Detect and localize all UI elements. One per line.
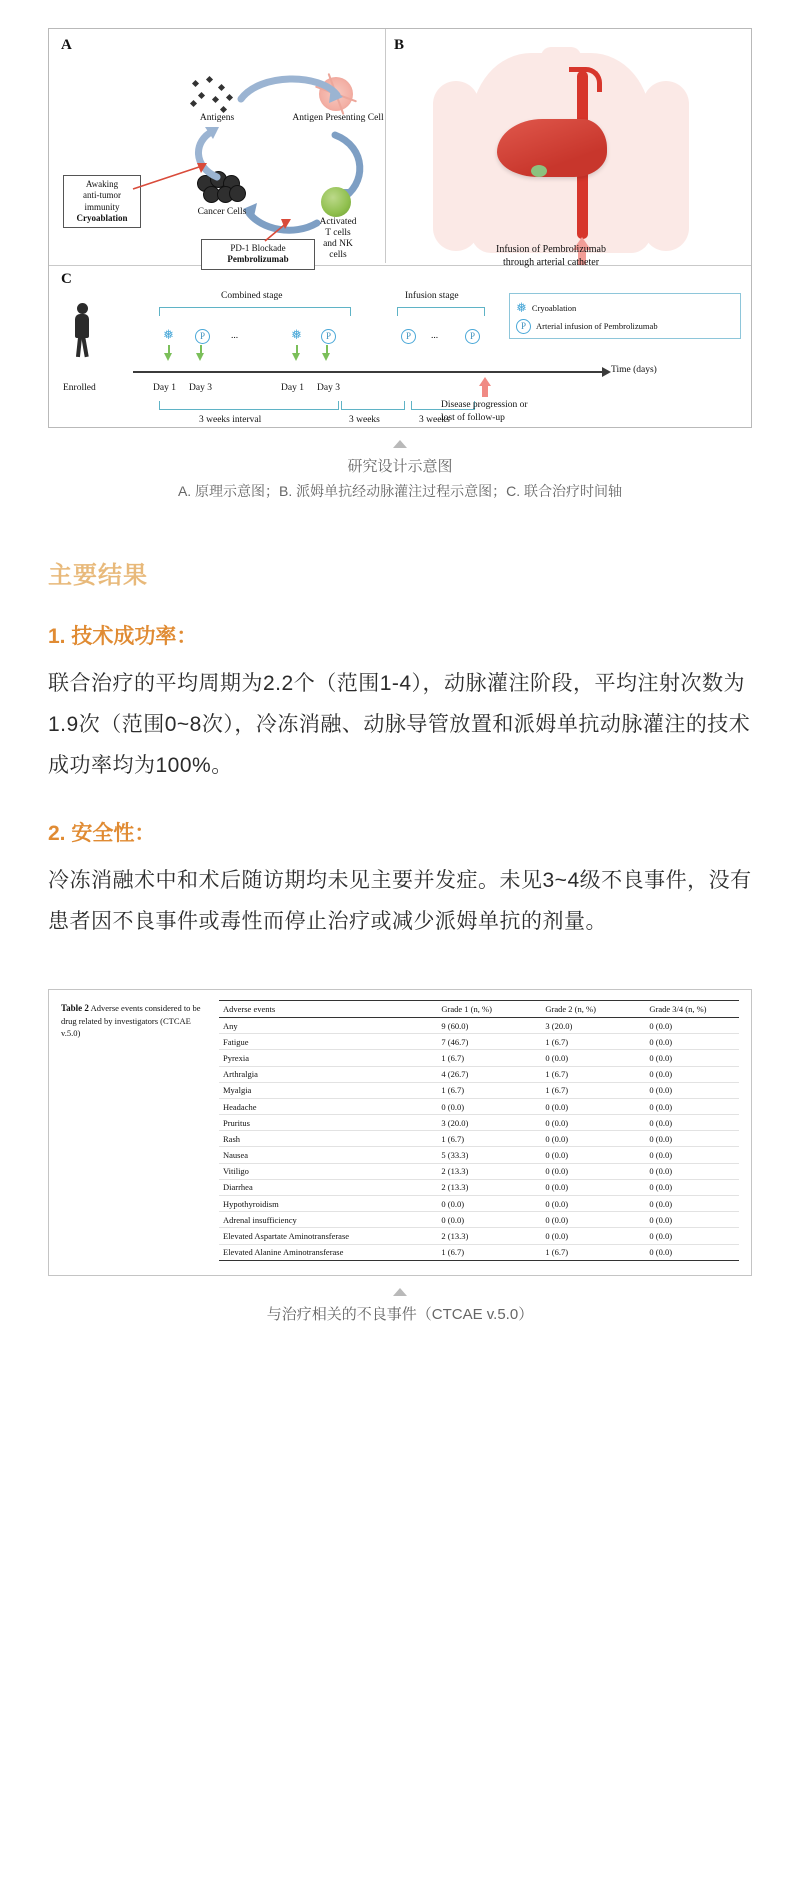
timeline-legend — [509, 293, 741, 339]
gallbladder-icon — [531, 165, 547, 177]
caption-marker-triangle-2 — [393, 1288, 407, 1296]
body-silhouette-illustration — [401, 47, 721, 257]
caption-marker-triangle-1 — [393, 440, 407, 448]
cell-event: Diarrhea — [219, 1179, 437, 1195]
cell-g34: 0 (0.0) — [645, 1066, 739, 1082]
panel-c-timeline — [49, 265, 751, 427]
arrow-antigen-to-apc — [235, 69, 345, 109]
cell-g1: 0 (0.0) — [437, 1212, 541, 1228]
cell-g34: 0 (0.0) — [645, 1017, 739, 1033]
pembro-marker-1: P — [195, 329, 210, 344]
cell-g34: 0 (0.0) — [645, 1115, 739, 1131]
safety-heading: 2. 安全性： — [48, 822, 156, 846]
cell-g1: 1 (6.7) — [437, 1050, 541, 1066]
table-row — [219, 1131, 739, 1147]
apc-label: Antigen Presenting Cell — [292, 113, 384, 123]
legend-pembrolizumab-row — [516, 319, 734, 334]
weeks-label-b: 3 weeks — [419, 415, 450, 425]
figure-1-container — [48, 28, 752, 503]
legend-cryoablation-row — [516, 298, 734, 319]
cell-g2: 1 (6.7) — [541, 1244, 645, 1260]
table-row — [219, 1066, 739, 1082]
table-header-row — [219, 1000, 739, 1017]
combined-stage-bracket — [159, 307, 351, 316]
p-circle-icon: P — [516, 319, 531, 334]
figure-1-image — [48, 28, 752, 428]
table-row — [219, 1017, 739, 1033]
cell-event: Fatigue — [219, 1034, 437, 1050]
pembro-marker-3: P — [401, 329, 416, 344]
legend-cryoablation-label: Cryoablation — [531, 302, 577, 313]
legend-pembrolizumab-label: Arterial infusion of Pembrolizumab — [536, 320, 658, 331]
day1-label-a: Day 1 — [153, 383, 176, 393]
timeline-ellipsis-2: ... — [431, 331, 439, 341]
cell-g1: 5 (33.3) — [437, 1147, 541, 1163]
cell-g34: 0 (0.0) — [645, 1212, 739, 1228]
marker-stem-3 — [296, 345, 298, 353]
cell-g1: 0 (0.0) — [437, 1098, 541, 1114]
cell-event: Arthralgia — [219, 1066, 437, 1082]
cell-g2: 0 (0.0) — [541, 1050, 645, 1066]
marker-stem-1 — [168, 345, 170, 353]
panel-label-b: B — [394, 37, 405, 53]
cell-g2: 0 (0.0) — [541, 1196, 645, 1212]
day3-label-a: Day 3 — [189, 383, 212, 393]
figure-1-caption — [48, 454, 752, 503]
cryo-marker-1: ❅ — [163, 327, 174, 342]
snowflake-icon: ❅ — [516, 300, 527, 315]
red-arrow-cryo-to-cancer — [131, 159, 215, 193]
marker-stem-2 — [200, 345, 202, 353]
cell-g34: 0 (0.0) — [645, 1244, 739, 1260]
panel-divider-vertical — [385, 29, 386, 263]
cell-g34: 0 (0.0) — [645, 1050, 739, 1066]
cell-g1: 1 (6.7) — [437, 1082, 541, 1098]
marker-stem-4 — [326, 345, 328, 353]
cell-event: Rash — [219, 1131, 437, 1147]
results-heading: 主要结果 — [48, 562, 148, 590]
infusion-stage-bracket — [397, 307, 485, 316]
cell-event: Headache — [219, 1098, 437, 1114]
antigens-label: Antigens — [199, 113, 235, 123]
table-2-title — [61, 1000, 211, 1261]
technical-success-heading: 1. 技术成功率： — [48, 625, 198, 649]
cell-g2: 0 (0.0) — [541, 1147, 645, 1163]
cell-g2: 1 (6.7) — [541, 1082, 645, 1098]
figure-1-caption-title: 研究设计示意图 — [347, 458, 453, 475]
table-2-image — [48, 989, 752, 1276]
time-axis-label: Time (days) — [611, 365, 657, 375]
marker-arrow-1 — [164, 353, 172, 361]
cell-g2: 0 (0.0) — [541, 1115, 645, 1131]
table-row — [219, 1082, 739, 1098]
combined-stage-label: Combined stage — [221, 291, 283, 301]
table-row — [219, 1196, 739, 1212]
cell-g2: 0 (0.0) — [541, 1228, 645, 1244]
cryoablation-box: Awaking anti-tumor immunity Cryoablation — [63, 175, 141, 228]
cell-g1: 1 (6.7) — [437, 1244, 541, 1260]
cell-g2: 1 (6.7) — [541, 1034, 645, 1050]
table-2-title-label: Table 2 — [61, 1002, 89, 1013]
cell-event: Pyrexia — [219, 1050, 437, 1066]
antigens-icon — [189, 77, 239, 111]
technical-success-paragraph: 联合治疗的平均周期为2.2个（范围1-4），动脉灌注阶段，平均注射次数为1.9次（范围0~8次），冷冻消融、动脉导管放置和派姆单抗动脉灌注的技术成功率均为100%。 — [48, 672, 751, 778]
marker-arrow-2 — [196, 353, 204, 361]
timeline-ellipsis-1: ... — [231, 331, 239, 341]
cancer-cells-label: Cancer Cells — [197, 207, 247, 217]
marker-arrow-3 — [292, 353, 300, 361]
cell-g1: 9 (60.0) — [437, 1017, 541, 1033]
cell-g34: 0 (0.0) — [645, 1179, 739, 1195]
pd1-blockade-box: PD-1 Blockade Pembrolizumab — [201, 239, 315, 270]
timeline-axis — [133, 371, 603, 373]
cell-event: Nausea — [219, 1147, 437, 1163]
infusion-stage-label: Infusion stage — [405, 291, 459, 301]
cell-g34: 0 (0.0) — [645, 1228, 739, 1244]
cell-g34: 0 (0.0) — [645, 1098, 739, 1114]
table-row — [219, 1212, 739, 1228]
cell-g1: 2 (13.3) — [437, 1179, 541, 1195]
adverse-events-table — [219, 1000, 739, 1261]
figure-1-caption-sub: A. 原理示意图；B. 派姆单抗经动脉灌注过程示意图；C. 联合治疗时间轴 — [177, 482, 623, 499]
pembro-marker-2: P — [321, 329, 336, 344]
cell-event: Elevated Alanine Aminotransferase — [219, 1244, 437, 1260]
panel-label-a: A — [61, 37, 72, 53]
cell-g2: 1 (6.7) — [541, 1066, 645, 1082]
cell-event: Myalgia — [219, 1082, 437, 1098]
cell-event: Hypothyroidism — [219, 1196, 437, 1212]
marker-arrow-4 — [322, 353, 330, 361]
cell-g34: 0 (0.0) — [645, 1034, 739, 1050]
column-grade-1: Grade 1 (n, %) — [437, 1000, 541, 1017]
cell-g1: 4 (26.7) — [437, 1066, 541, 1082]
cell-g34: 0 (0.0) — [645, 1147, 739, 1163]
cell-g1: 1 (6.7) — [437, 1131, 541, 1147]
cell-g2: 0 (0.0) — [541, 1212, 645, 1228]
table-row — [219, 1147, 739, 1163]
cell-g2: 3 (20.0) — [541, 1017, 645, 1033]
cell-event: Elevated Aspartate Aminotransferase — [219, 1228, 437, 1244]
weeks-bracket-a — [341, 401, 405, 410]
table-row — [219, 1163, 739, 1179]
column-adverse-events: Adverse events — [219, 1000, 437, 1017]
activated-tcell-label: Activated T cells and NK cells — [319, 217, 357, 260]
table-row — [219, 1244, 739, 1260]
cell-event: Adrenal insufficiency — [219, 1212, 437, 1228]
cell-g34: 0 (0.0) — [645, 1082, 739, 1098]
column-grade-2: Grade 2 (n, %) — [541, 1000, 645, 1017]
cell-g1: 2 (13.3) — [437, 1228, 541, 1244]
progression-arrow-tail — [482, 385, 488, 397]
pembro-marker-4: P — [465, 329, 480, 344]
figure-2-container — [48, 989, 752, 1327]
cell-event: Vitiligo — [219, 1163, 437, 1179]
cell-g34: 0 (0.0) — [645, 1163, 739, 1179]
t-cell-icon — [321, 187, 351, 217]
cryo-marker-2: ❅ — [291, 327, 302, 342]
article-page — [0, 28, 800, 1327]
liver-icon — [497, 119, 607, 177]
cell-g34: 0 (0.0) — [645, 1196, 739, 1212]
table-row — [219, 1115, 739, 1131]
cell-event: Any — [219, 1017, 437, 1033]
cell-g2: 0 (0.0) — [541, 1163, 645, 1179]
interval-bracket — [159, 401, 339, 410]
figure-2-caption: 与治疗相关的不良事件（CTCAE v.5.0） — [266, 1305, 534, 1323]
enrolled-label: Enrolled — [63, 383, 96, 393]
table-row — [219, 1034, 739, 1050]
table-row — [219, 1179, 739, 1195]
table-row — [219, 1050, 739, 1066]
table-row — [219, 1228, 739, 1244]
interval-label: 3 weeks interval — [199, 415, 262, 425]
red-arrow-pd1-to-tcell — [241, 215, 299, 245]
safety-paragraph: 冷冻消融术中和术后随访期均未见主要并发症。未见3~4级不良事件，没有患者因不良事件或毒性而停止治疗或减少派姆单抗的剂量。 — [48, 869, 752, 934]
panel-label-c: C — [61, 271, 72, 287]
cell-g34: 0 (0.0) — [645, 1131, 739, 1147]
patient-icon — [71, 303, 93, 357]
cell-g2: 0 (0.0) — [541, 1131, 645, 1147]
progression-label: Disease progression or lost of follow-up — [441, 400, 528, 423]
cell-g1: 2 (13.3) — [437, 1163, 541, 1179]
cell-g1: 0 (0.0) — [437, 1196, 541, 1212]
table-2-title-text: Adverse events considered to be drug related by investigators (CTCAE v.5.0) — [61, 1002, 201, 1039]
cell-g2: 0 (0.0) — [541, 1179, 645, 1195]
cell-g1: 3 (20.0) — [437, 1115, 541, 1131]
cell-g1: 7 (46.7) — [437, 1034, 541, 1050]
table-row — [219, 1098, 739, 1114]
day3-label-b: Day 3 — [317, 383, 340, 393]
day1-label-b: Day 1 — [281, 383, 304, 393]
cell-event: Pruritus — [219, 1115, 437, 1131]
panel-b-caption: Infusion of Pembrolizumab through arterial catheter — [496, 244, 606, 268]
cell-g2: 0 (0.0) — [541, 1098, 645, 1114]
results-section — [48, 555, 752, 943]
column-grade-34: Grade 3/4 (n, %) — [645, 1000, 739, 1017]
weeks-label-a: 3 weeks — [349, 415, 380, 425]
